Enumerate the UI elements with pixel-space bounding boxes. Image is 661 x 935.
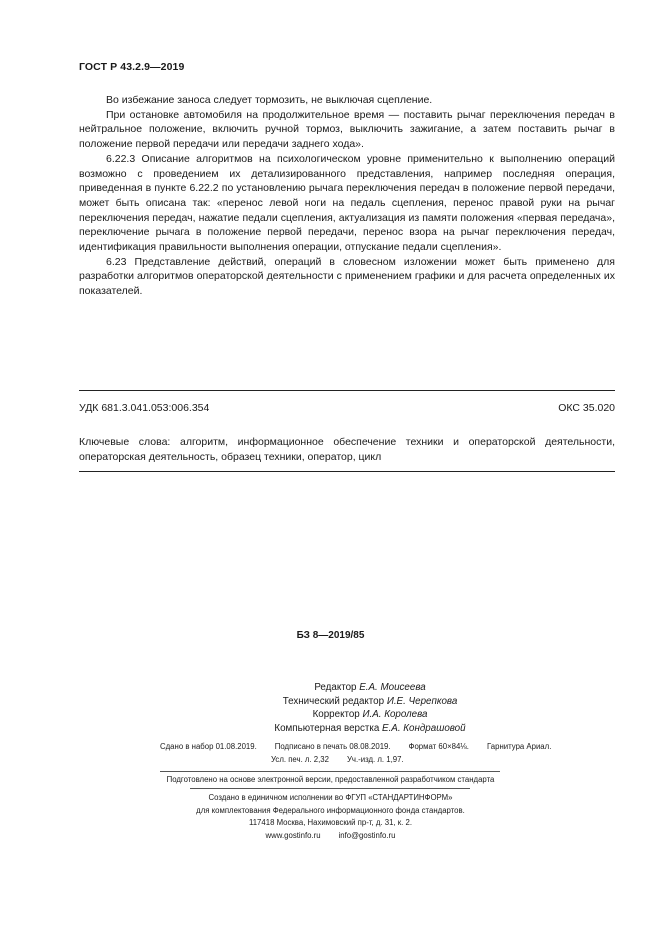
email-link[interactable]: info@gostinfo.ru [338, 830, 396, 840]
credit-line: Редактор Е.А. Моисеева [314, 682, 426, 693]
imprint-divider [190, 788, 470, 789]
prepared-note: Подготовлено на основе электронной версии, предоставленной разработчиком стандарта [166, 775, 495, 784]
document-header: ГОСТ Р 43.2.9—2019 [79, 61, 185, 73]
credits-block [220, 681, 520, 735]
paragraph: 6.23 Представление действий, операций в словесном изложении может быть применено для разработки алгоритмов операторской деятельности с применением графики и для расчета определенных их показателей. [79, 255, 615, 298]
website-link[interactable]: www.gostinfo.ru [265, 830, 321, 840]
imprint-divider [160, 771, 500, 772]
credit-line: Технический редактор И.Е. Черепкова [282, 695, 458, 707]
paragraph: Во избежание заноса следует тормозить, не выключая сцепление. [106, 94, 433, 106]
body-text [79, 93, 615, 299]
paragraph: 6.22.3 Описание алгоритмов на психологическом уровне применительно к выполнению операций возможно с проведением их детализированного представления, например последняя операция, приведенная в пункте 6.22.2 по установлению рычага переключения передач в положение первой передачи, может быть описана так: «перенос левой ноги на педаль сцепления, перенос правой руки на рычаг переключения передач, нажатие педали сцепления, актуализация из памяти положения «первая передача», переключение рычага в положение первой передачи, перенос взора на рычаг переключения передач, идентификация правильности выполнения операции, отпускание педали сцепления». [79, 152, 615, 254]
oks-code: ОКС 35.020 [558, 402, 615, 414]
sheet-details: Усл. печ. л. 2,32 Уч.-изд. л. 1,97. [271, 755, 404, 764]
credit-line: Компьютерная верстка Е.А. Кондрашовой [274, 722, 466, 734]
divider-bottom [79, 471, 615, 472]
keywords: Ключевые слова: алгоритм, информационное обеспечение техники и операторской деятельности, операторская деятельность, образец техники, оператор, цикл [79, 436, 615, 463]
credit-line: Корректор И.А. Королева [312, 709, 428, 721]
paragraph: При остановке автомобиля на продолжительное время — поставить рычаг переключения передач в нейтральное положение, включить ручной тормоз, выключить зажигание, а затем поставить рычаг в положение первой передачи или передачи заднего хода». [79, 108, 615, 151]
publication-details: Сдано в набор 01.08.2019. Подписано в печать 08.08.2019. Формат 60×84⅛. Гарнитура Ариал. [160, 742, 552, 751]
divider-top [79, 390, 615, 391]
bz-number: БЗ 8—2019/85 [296, 630, 365, 641]
publisher-address: 117418 Москва, Нахимовский пр-т, д. 31, к. 2. www.gostinfo.ru info@gostinfo.ru [248, 818, 413, 840]
creation-note: Создано в единичном исполнении во ФГУП «СТАНДАРТИНФОРМ» для комплектования Федерального информационного фонда стандартов. [196, 793, 465, 815]
udk-code: УДК 681.3.041.053:006.354 [79, 402, 210, 414]
